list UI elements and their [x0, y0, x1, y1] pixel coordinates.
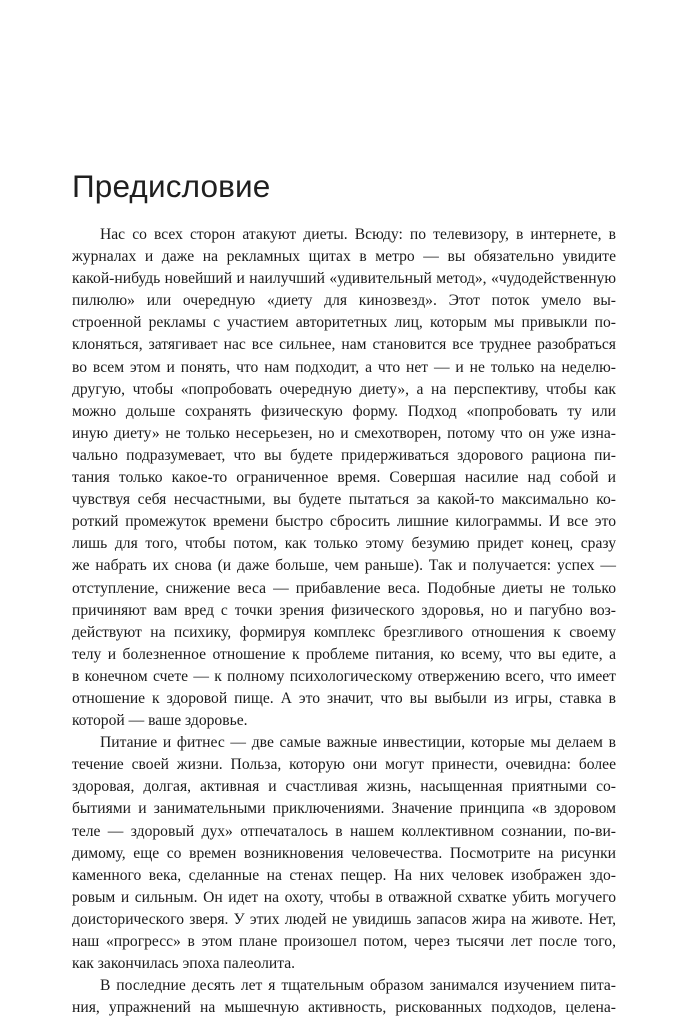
text-line: отступление, снижение веса — прибавление веса. Подобные диеты не только [72, 579, 616, 597]
text-line: течение своей жизни. Польза, которую они могут принести, очевидна: более [72, 756, 616, 774]
text-line: чально подразумевает, что вы будете придерживаться здорового рациона пи- [72, 446, 616, 464]
text-line: димому, еще со времен возникновения человечества. Посмотрите на рисунки [72, 844, 616, 862]
text-line: каменного века, сделанные на стенах пещер. На них человек изображен здо- [72, 866, 616, 884]
paragraph [72, 224, 616, 732]
text-line: ровым и сильным. Он идет на охоту, чтобы в отважной схватке убить могучего [72, 888, 616, 906]
text-line: Питание и фитнес — две самые важные инвестиции, которые мы делаем в [100, 734, 616, 752]
paragraph [72, 732, 616, 975]
text-line: пилюлю» или очередную «диету для кинозвезд». Этот поток умело вы- [72, 292, 616, 310]
text-line: лишь для того, чтобы потом, как только этому безумию придет конец, сразу [72, 535, 616, 553]
text-line: как закончилась эпоха палеолита. [72, 955, 296, 973]
text-line: роткий промежуток времени быстро сбросить лишние килограммы. И все это [72, 513, 616, 531]
text-line: же набрать их снова (и даже больше, чем раньше). Так и получается: успех — [72, 557, 616, 575]
text-line: чувствуя себя несчастными, вы будете пытаться за какой-то максимально ко- [72, 491, 616, 509]
text-line: отношение к здоровой пище. А это значит, что вы выбыли из игры, ставка в [72, 689, 616, 707]
text-line: доисторического зверя. У этих людей не увидишь запасов жира на животе. Нет, [72, 910, 616, 928]
text-line: во всем этом и понять, что нам подходит, а что нет — и не только на неделю- [72, 358, 616, 376]
text-line: Нас со всех сторон атакуют диеты. Всюду: по телевизору, в интернете, в [100, 226, 616, 243]
text-line: ния, упражнений на мышечную активность, рискованных подходов, целена- [72, 999, 616, 1017]
text-line: тания только какое-то ограниченное время. Совершая насилие над собой и [72, 469, 616, 487]
text-line: В последние десять лет я тщательным образом занимался изучением пита- [100, 977, 616, 995]
text-line: которой — ваше здоровье. [72, 712, 248, 730]
body-text [72, 224, 616, 1019]
text-line: другую, чтобы «попробовать очередную диету», а на перспективу, чтобы как [72, 380, 616, 398]
text-line: действуют на психику, формируя комплекс брезгливого отношения к своему [72, 623, 616, 641]
text-line: теле — здоровый дух» отпечаталось в нашем коллективном сознании, по-ви- [72, 822, 616, 840]
chapter-title: Предисловие [72, 168, 271, 204]
paragraph [72, 975, 616, 1019]
text-line: бытиями и занимательными приключениями. Значение принципа «в здоровом [72, 800, 616, 818]
text-line: телу и болезненное отношение к проблеме питания, ко всему, что вы едите, а [72, 645, 616, 663]
text-line: какой-нибудь новейший и наилучший «удивительный метод», «чудодейственную [72, 270, 616, 288]
text-line: в конечном счете — к полному психологическому отвержению всего, что имеет [72, 667, 616, 685]
text-line: журналах и даже на рекламных щитах в метро — вы обязательно увидите [72, 248, 616, 266]
text-line: можно дольше сохранять физическую форму. Подход «попробовать ту или [72, 402, 616, 420]
text-line: строенной рекламы с участием авторитетных лиц, которым мы привыкли по- [72, 314, 616, 332]
text-line: наш «прогресс» в этом плане произошел потом, через тысячи лет после того, [72, 933, 616, 950]
text-line: иную диету» не только несерьезен, но и смехотворен, потому что он уже изна- [72, 424, 616, 442]
text-line: причиняют вам вред с точки зрения физического здоровья, но и пагубно воз- [72, 601, 616, 619]
text-line: клоняться, затягивает нас все сильнее, нам становится все труднее разобраться [72, 336, 616, 354]
text-line: здоровая, долгая, активная и счастливая жизнь, насыщенная приятными со- [72, 778, 616, 796]
